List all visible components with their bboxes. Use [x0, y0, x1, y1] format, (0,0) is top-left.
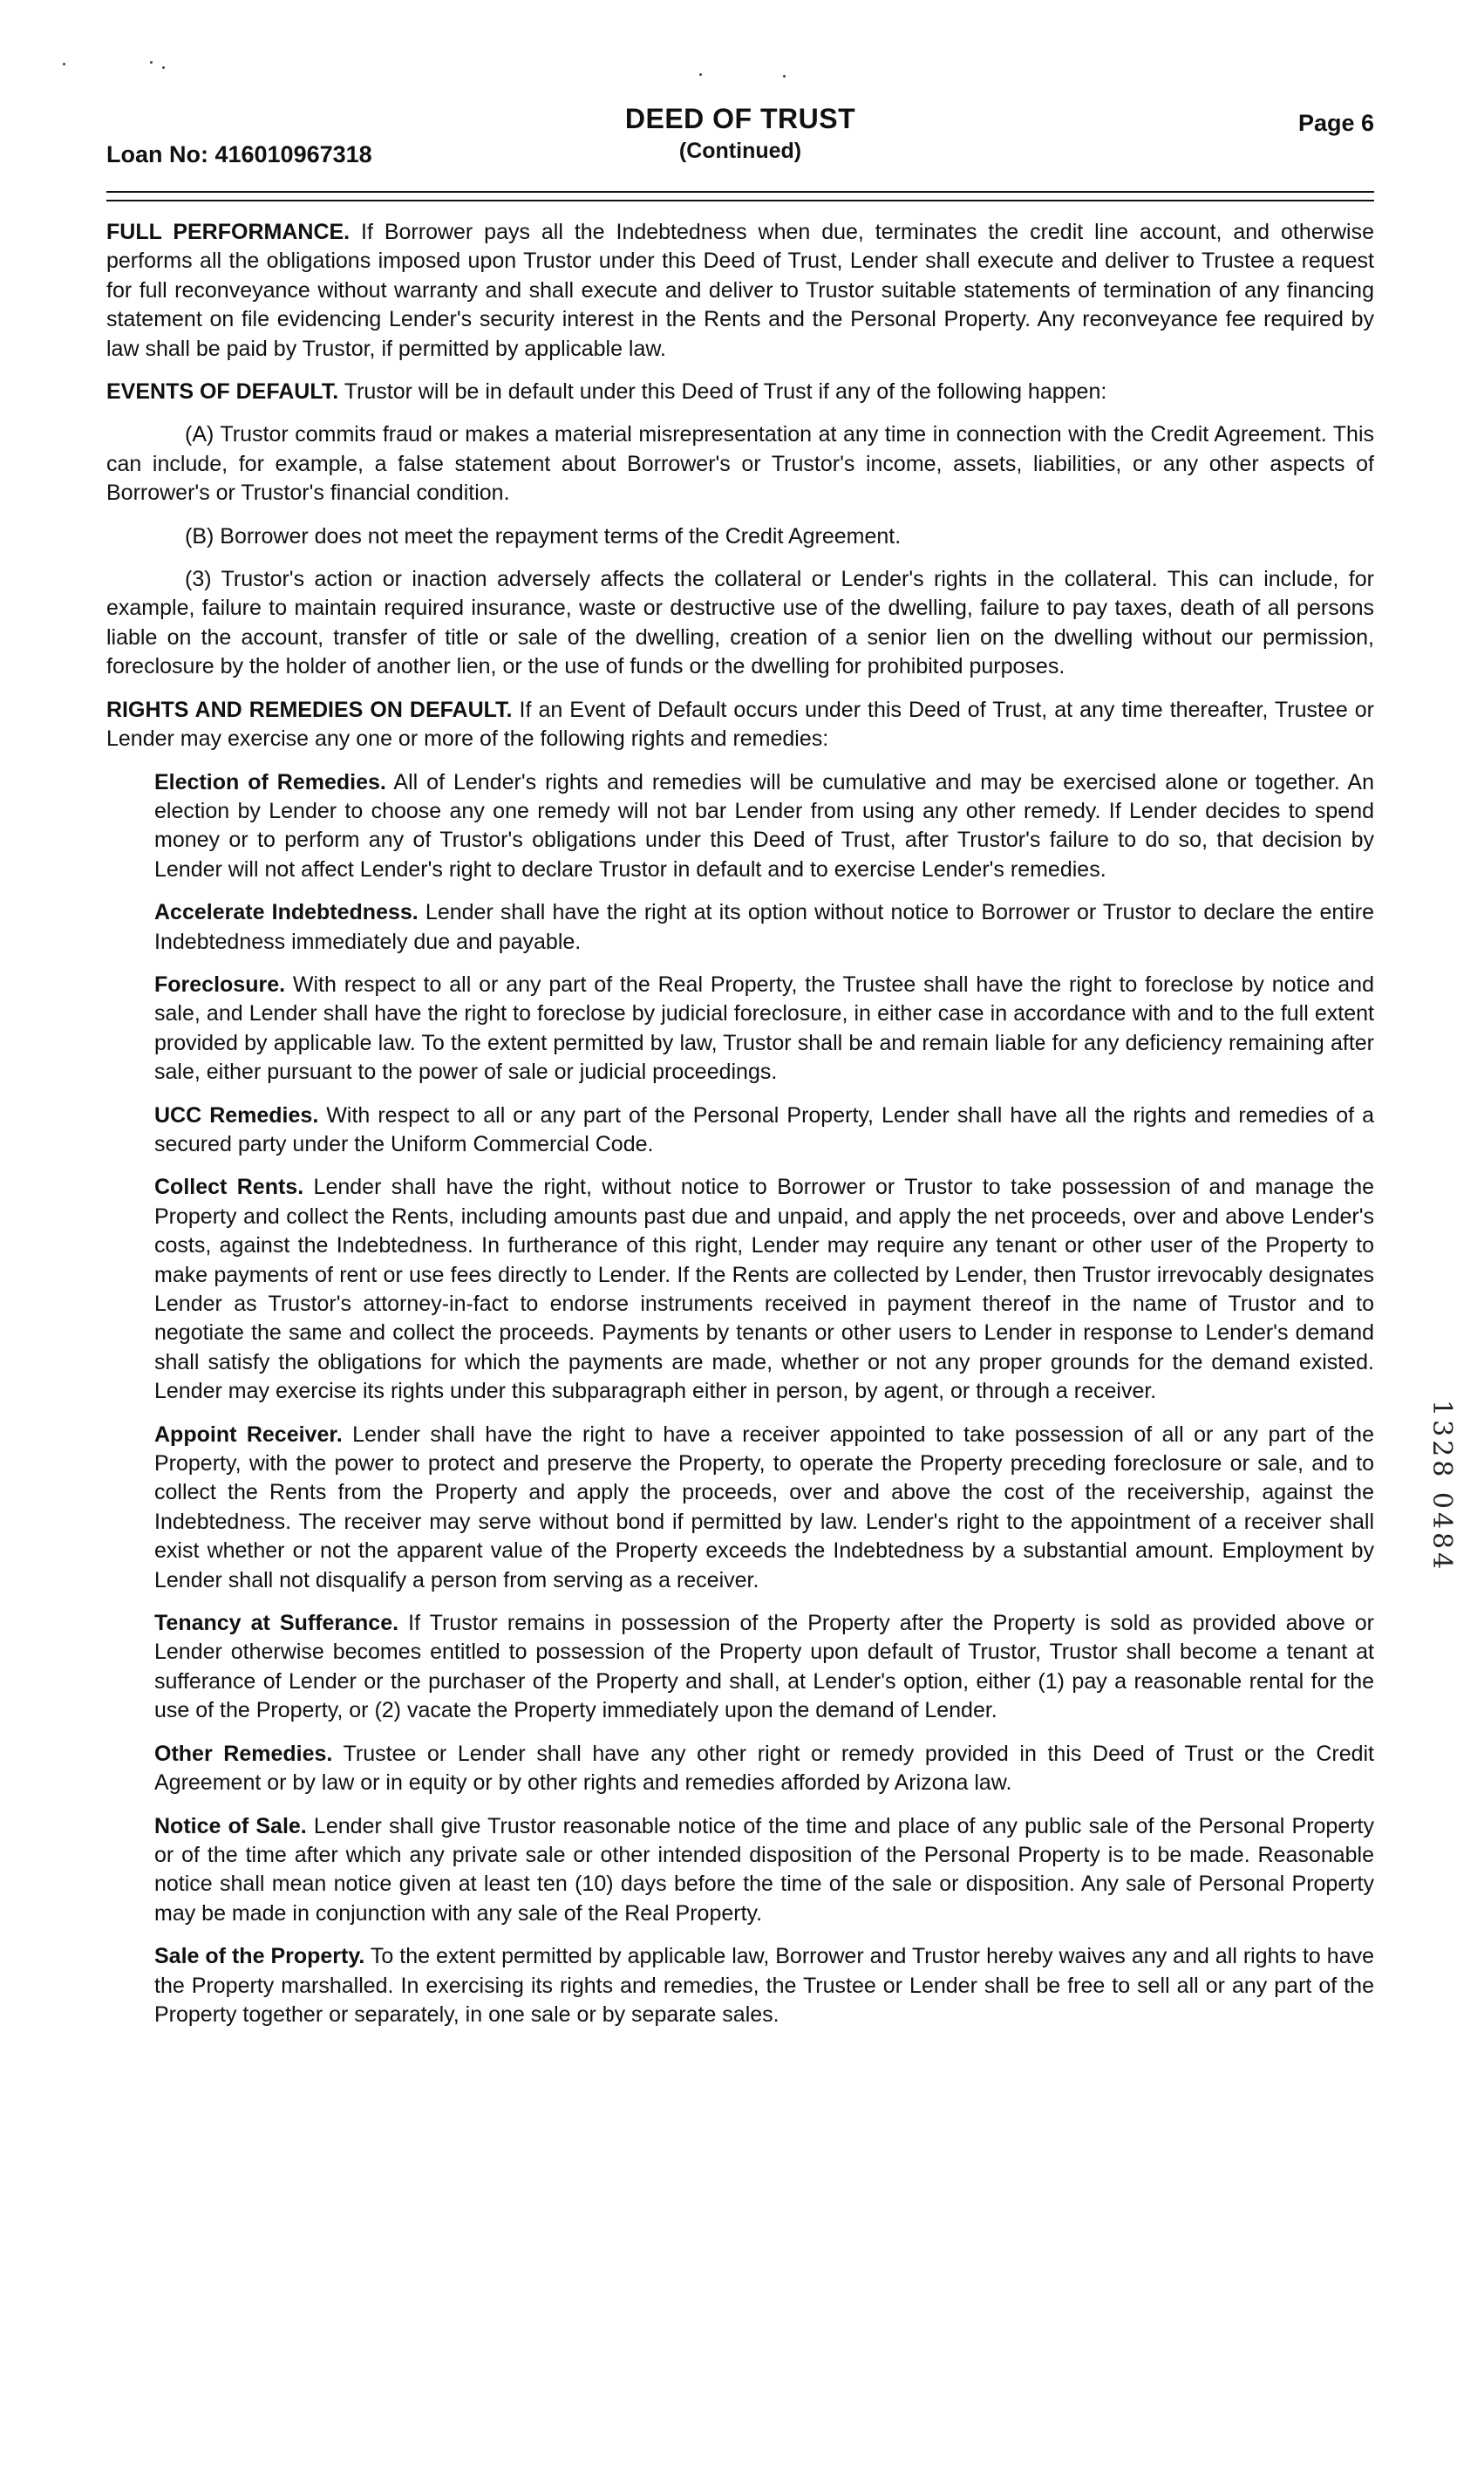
- header-divider-bottom: [106, 200, 1374, 201]
- scan-speck: [162, 66, 165, 69]
- remedy-notice-of-sale: [154, 1812, 1374, 1929]
- recording-stamp: 1328 0484: [1426, 1400, 1457, 1573]
- remedy-heading: Foreclosure.: [154, 972, 286, 997]
- document-subtitle: (Continued): [678, 139, 802, 163]
- remedy-text: With respect to all or any part of the Personal Property, Lender shall have all the rights and remedies of a secured party under the Uniform Commercial Code.: [154, 1102, 1374, 1156]
- scan-speck: [699, 73, 702, 76]
- remedy-heading: Accelerate Indebtedness.: [154, 900, 419, 925]
- section-heading: EVENTS OF DEFAULT.: [106, 379, 339, 405]
- full-performance-paragraph: [106, 218, 1374, 364]
- loan-number: Loan No: 416010967318: [106, 141, 372, 167]
- remedy-collect-rents: [154, 1173, 1374, 1406]
- document-title: DEED OF TRUST: [624, 103, 856, 134]
- remedy-sale-of-the-property: [154, 1942, 1374, 2029]
- remedy-ucc-remedies: [154, 1101, 1374, 1160]
- remedy-text: All of Lender's rights and remedies will be cumulative and may be exercised alone or together. An election by Lender to choose any one remedy will not bar Lender from using any other remedy. If Lender decides to spend money or to perform any of Trustor's obligations under this Deed of Trust, after Trustor's failure to do so, that decision by Lender will not affect Lender's right to declare Trustor in default and to exercise Lender's remedies.: [154, 769, 1374, 882]
- remedy-heading: Collect Rents.: [154, 1175, 304, 1200]
- remedy-heading: Sale of the Property.: [154, 1944, 365, 1969]
- section-heading: RIGHTS AND REMEDIES ON DEFAULT.: [106, 697, 513, 722]
- title-block: [106, 103, 1374, 164]
- document-body: [106, 218, 1374, 2043]
- remedy-appoint-receiver: [154, 1421, 1374, 1595]
- section-text: If Borrower pays all the Indebtedness when due, terminates the credit line account, and otherwise performs all the obligations imposed upon Trustor under this Deed of Trust, Lender shall execute and deliver to Trustee a request for full reconveyance without warranty and shall execute and deliver to Trustor suitable statements of termination of any financing statement on file evidencing Lender's security interest in the Rents and the Personal Property. Any reconveyance fee required by law shall be paid by Trustor, if permitted by applicable law.: [106, 220, 1374, 361]
- scan-speck: [63, 63, 65, 65]
- section-text: Trustor will be in default under this Deed of Trust if any of the following happen:: [338, 379, 1107, 405]
- remedy-heading: Other Remedies.: [154, 1741, 333, 1766]
- remedy-heading: Election of Remedies.: [154, 769, 386, 794]
- default-item-a: (A) Trustor commits fraud or makes a material misrepresentation at any time in connection with the Credit Agreement. This can include, for example, a false statement about Borrower's or Trustor's income, assets, liabilities, or any other aspects of Borrower's or Trustor's financial condition.: [106, 422, 1374, 506]
- remedy-text: Lender shall give Trustor reasonable notice of the time and place of any public sale of the Personal Property or of the time after which any private sale or other intended disposition of the Personal Property is to be made. Reasonable notice shall mean notice given at least ten (10) days before the time of the sale or disposition. Any sale of Personal Property may be made in conjunction with any sale of the Real Property.: [154, 1813, 1374, 1926]
- section-text: If an Event of Default occurs under this Deed of Trust, at any time thereafter, Trustee or Lender may exercise any one or more of the following rights and remedies:: [106, 697, 1374, 752]
- remedy-text: Trustee or Lender shall have any other right or remedy provided in this Deed of Trust or the Credit Agreement or by law or in equity or by other rights and remedies afforded by Arizona law.: [154, 1741, 1375, 1796]
- remedy-foreclosure: [154, 971, 1374, 1088]
- scan-speck: [783, 75, 786, 78]
- default-item-3: (3) Trustor's action or inaction adversely affects the collateral or Lender's rights in the collateral. This can include, for example, failure to maintain required insurance, waste or destructive use of the dwelling, failure to pay taxes, death of all persons liable on the account, transfer of title or sale of the dwelling, creation of a senior lien on the dwelling without our permission, foreclosure by the holder of another lien, or the use of funds or the dwelling for prohibited purposes.: [106, 567, 1374, 679]
- remedy-heading: Appoint Receiver.: [154, 1422, 343, 1447]
- default-item-b: (B) Borrower does not meet the repayment terms of the Credit Agreement.: [185, 523, 902, 549]
- remedy-text: Lender shall have the right to have a receiver appointed to take possession of all or any part of the Property, with the power to protect and preserve the Property, to operate the Property preceding foreclosure or sale, and to collect the Rents from the Property and apply the proceeds, over and above the cost of the receivership, against the Indebtedness. The receiver may serve without bond if permitted by law. Lender's right to the appointment of a receiver shall exist whether or not the apparent value of the Property exceeds the Indebtedness by a substantial amount. Employment by Lender shall not disqualify a person from serving as a receiver.: [154, 1422, 1374, 1592]
- page-header: [106, 103, 1374, 173]
- header-divider-top: [106, 191, 1374, 193]
- section-heading: FULL PERFORMANCE.: [106, 220, 351, 244]
- rights-and-remedies-paragraph: [106, 696, 1374, 754]
- remedy-text: If Trustor remains in possession of the Property after the Property is sold as provided above or Lender otherwise becomes entitled to possession of the Property upon default of Trustor, Trustor shall become a tenant at sufferance of Lender or the purchaser of the Property and shall, at Lender's option, either (1) pay a reasonable rental for the use of the Property, or (2) vacate the Property immediately upon the demand of Lender.: [154, 1611, 1375, 1723]
- remedy-text: Lender shall have the right at its option without notice to Borrower or Trustor to declare the entire Indebtedness immediately due and payable.: [154, 900, 1375, 954]
- remedy-heading: UCC Remedies.: [154, 1102, 319, 1128]
- events-of-default-paragraph: [106, 378, 1374, 406]
- remedy-other-remedies: [154, 1740, 1374, 1798]
- page-number: Page 6: [1297, 110, 1374, 136]
- remedy-tenancy-at-sufferance: [154, 1609, 1374, 1726]
- scan-speck: [150, 61, 153, 64]
- remedy-heading: Notice of Sale.: [154, 1813, 307, 1838]
- remedy-text: To the extent permitted by applicable law, Borrower and Trustor hereby waives any and all rights to have the Property marshalled. In exercising its rights and remedies, the Trustee or Lender shall be free to sell all or any part of the Property together or separately, in one sale or by separate sales.: [154, 1944, 1374, 2027]
- remedy-election-of-remedies: [154, 768, 1374, 885]
- remedy-text: Lender shall have the right, without notice to Borrower or Trustor to take possession of and manage the Property and collect the Rents, including amounts past due and unpaid, and apply the net proceeds, over and above Lender's costs, against the Indebtedness. In furtherance of this right, Lender may require any tenant or other user of the Property to make payments of rent or use fees directly to Lender. If the Rents are collected by Lender, then Trustor irrevocably designates Lender as Trustor's attorney-in-fact to endorse instruments received in payment thereof in the name of Trustor and to negotiate the same and collect the proceeds. Payments by tenants or other users to Lender in response to Lender's demand shall satisfy the obligations for which the payments are made, whether or not any proper grounds for the demand existed. Lender may exercise its rights under this subparagraph either in person, by agent, or through a receiver.: [154, 1175, 1374, 1404]
- remedy-accelerate-indebtedness: [154, 898, 1374, 957]
- remedy-text: With respect to all or any part of the Real Property, the Trustee shall have the right to foreclose by notice and sale, and Lender shall have the right to foreclose by judicial foreclosure, in either case in accordance with and to the full extent provided by applicable law. To the extent permitted by law, Trustor shall be and remain liable for any deficiency remaining after sale, either pursuant to the power of sale or judicial proceedings.: [154, 972, 1374, 1085]
- remedy-heading: Tenancy at Sufferance.: [154, 1611, 399, 1636]
